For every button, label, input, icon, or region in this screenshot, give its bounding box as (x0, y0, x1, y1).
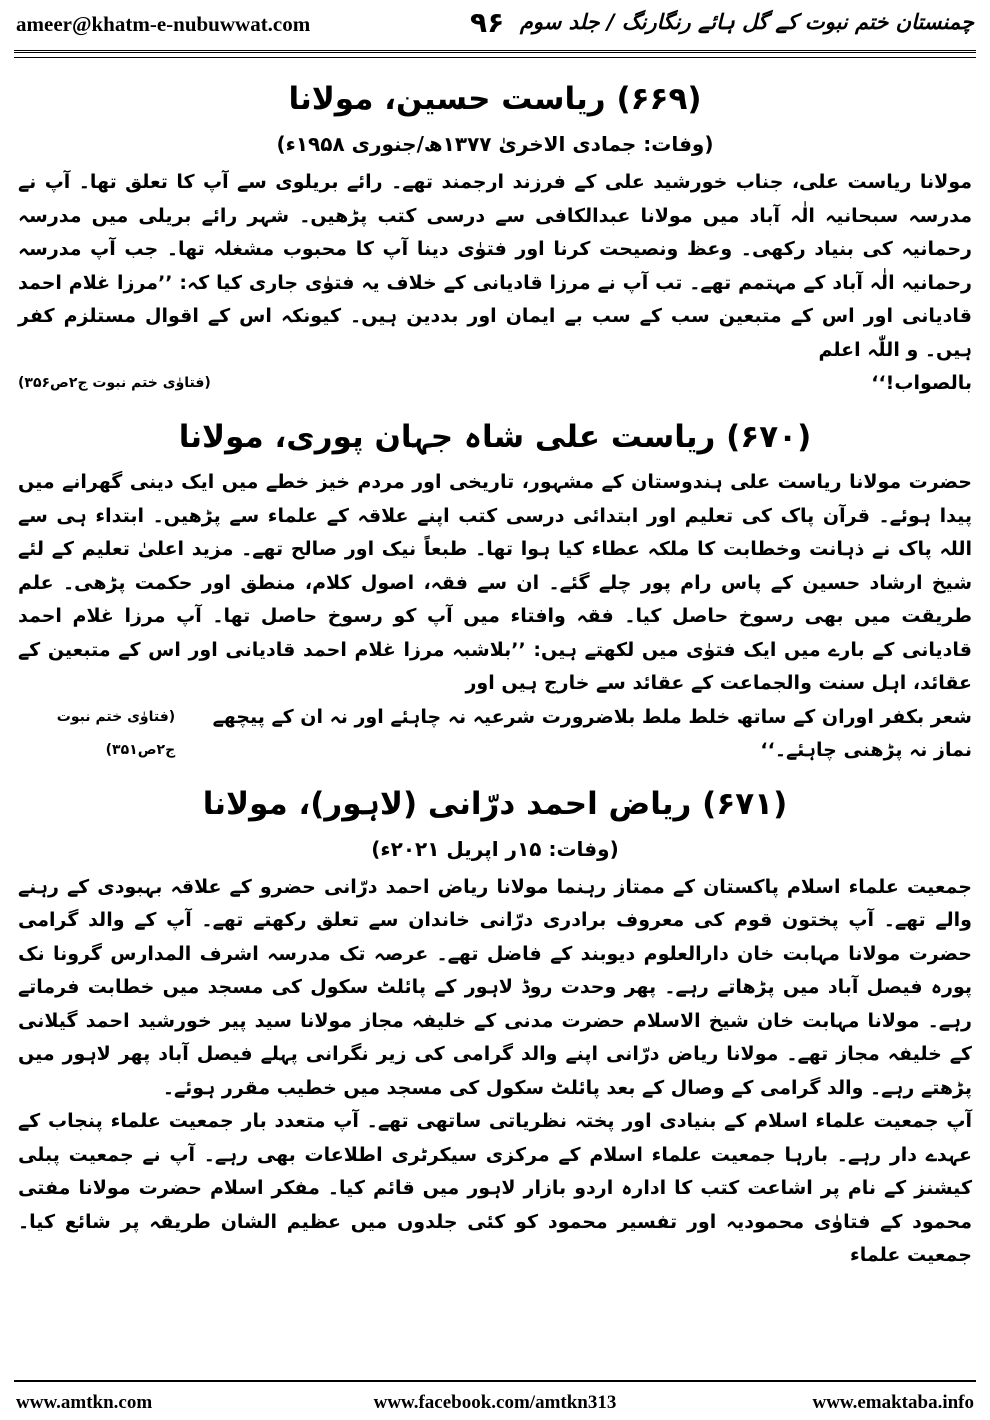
section-title: (۶۶۹) ریاست حسین، مولانا (288, 81, 702, 117)
page-content (18, 62, 972, 1358)
paragraph-last-line: بالصواب!‘‘ (871, 372, 972, 394)
page-header (0, 0, 990, 50)
footer-rule (14, 1380, 976, 1382)
section-paragraph: جمعیت علماء اسلام پاکستان کے ممتاز رہنما مولانا ریاض احمد درّانی حضرو کے علاقہ بہبودی کے رہنے والے تھے۔ آپ پختون قوم کی معروف برادری درّانی خاندان سے تعلق رکھتے تھے۔ آپ کے والد گرامی حضرت مولانا مہابت خان دارالعلوم دیوبند کے فاضل تھے۔ عرصہ تک مدرسہ اشرف المدارس گرونا نک پورہ فیصل آباد میں پڑھاتے رہے۔ پھر وحدت روڈ لاہور کے پائلٹ سکول کی مسجد میں خطابت فرماتے رہے۔ مولانا مہابت خان شیخ الاسلام حضرت مدنی کے خلیفہ مجاز مولانا سید پیر خورشید احمد گیلانی کے خلیفہ مجاز تھے۔ مولانا ریاض درّانی اپنے والد گرامی کی زیر نگرانی پہلے فیصل آباد پھر لاہور میں پڑھتے رہے۔ والد گرامی کے وصال کے بعد پائلٹ سکول کی مسجد میں خطیب مقرر ہوئے۔ (18, 875, 972, 1099)
section-title: (۶۷۱) ریاض احمد درّانی (لاہور)، مولانا (202, 785, 788, 822)
section-paragraph: مولانا ریاست علی، جناب خورشید علی کے فرزند ارجمند تھے۔ رائے بریلوی سے آپ کا تعلق تھا۔ آپ نے مدرسہ سبحانیہ الٰہ آباد میں مولانا عبدالکافی سے درسی کتب پڑھیں۔ شہر رائے بریلی میں مدرسہ رحمانیہ کی بنیاد رکھی۔ وعظ ونصیحت کرنا اور فتوٰی دینا آپ کا محبوب مشغلہ تھا۔ جب آپ مدرسہ رحمانیہ الٰہ آباد کے مہتمم تھے۔ تب آپ نے مرزا قادیانی کے خلاف یہ فتوٰی جاری کیا کہ: ’’مرزا غلام احمد قادیانی اور اس کے متبعین سب کے سب بے ایمان اور بددین ہیں۔ کیونکہ اس کے اقوال مستلزم کفر ہیں۔ و اللّٰہ اعلم (18, 171, 972, 361)
paragraph-end-row (18, 367, 972, 400)
section-dates: (وفات: جمادی الاخریٰ ۱۳۷۷ھ/جنوری ۱۹۵۸ء) (276, 132, 714, 156)
footer-link-emaktaba[interactable]: www.emaktaba.info (812, 1392, 974, 1413)
page-number: ۹۶ (470, 6, 505, 39)
section-paragraph: حضرت مولانا ریاست علی ہندوستان کے مشہور، تاریخی اور مردم خیز خطے میں ایک دینی گھرانے میں پیدا ہوئے۔ قرآن پاک کی تعلیم اور ابتدائی درسی کتب اپنے علاقہ کے علماء سے پڑھیں۔ ابتداء ہی سے اللہ پاک نے ذہانت وخطابت کا ملکہ عطاء کیا ہوا تھا۔ طبعاً نیک اور صالح تھے۔ مزید اعلیٰ تعلیم کے لئے شیخ ارشاد حسین کے پاس رام پور چلے گئے۔ ان سے فقہ، اصول کلام، منطق اور حکمت پڑھی۔ علم طریقت میں بھی رسوخ حاصل کیا۔ فقہ وافتاء میں آپ کو رسوخ حاصل تھا۔ آپ مرزا غلام احمد قادیانی کے بارے میں ایک فتوٰی میں لکھتے ہیں: ’’بلاشبہ مرزا غلام احمد قادیانی اور اس کے متبعین کے عقائد، اہل سنت والجماعت کے عقائد سے خارج ہیں اور (18, 471, 972, 694)
paragraph-last-line: شعر بکفر اوران کے ساتھ خلط ملط بلاضرورت شرعیہ نہ چاہئے اور نہ ان کے پیچھے نماز نہ پڑھنی چاہئے۔‘‘ (212, 705, 972, 761)
section-paragraph-2: آپ جمعیت علماء اسلام کے بنیادی اور پختہ نظریاتی ساتھی تھے۔ آپ متعدد بار جمعیت علماء پنجاب کے عہدے دار رہے۔ بارہا جمعیت علماء اسلام کے مرکزی سیکرٹری اطلاعات بھی رہے۔ آپ نے جمعیت پبلی کیشنز کے نام پر اشاعت کتب کا ادارہ اردو بازار لاہور میں قائم کیا۔ مفکر اسلام حضرت مولانا مفتی محمود کے فتاوٰی محمودیہ اور تفسیر محمود کو کئی جلدوں میں عظیم الشان طریقہ پر شائع کیا۔ جمعیت علماء (18, 1110, 972, 1266)
section-title: (۶۷۰) ریاست علی شاہ جہان پوری، مولانا (178, 419, 812, 455)
header-rule (14, 50, 976, 58)
section-dates: (وفات: ۱۵ر اپریل ۲۰۲۱ء) (371, 836, 619, 861)
header-email[interactable]: ameer@khatm-e-nubuwwat.com (16, 12, 311, 36)
footer-link-amtkn[interactable]: www.amtkn.com (16, 1392, 153, 1413)
footer-link-facebook[interactable]: www.facebook.com/amtkn313 (373, 1392, 617, 1413)
paragraph-end-row (18, 701, 972, 767)
reference: (فتاوٰی ختم نبوت ج۲ص۳۵۱) (56, 708, 176, 758)
page-footer (0, 1384, 990, 1420)
reference: (فتاوٰی ختم نبوت ج۲ص۳۵۶) (18, 375, 211, 391)
book-title: چمنستان ختم نبوت کے گل ہائے رنگارنگ / جلد سوم (519, 10, 974, 34)
